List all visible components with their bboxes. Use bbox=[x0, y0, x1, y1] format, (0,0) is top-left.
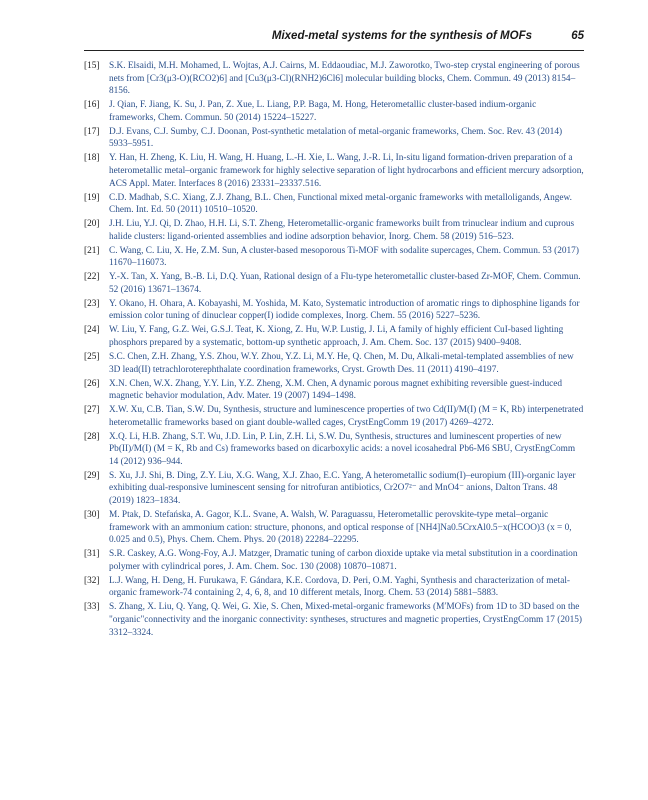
reference-link[interactable]: Y. Han, H. Zheng, K. Liu, H. Wang, H. Huang, L.-H. Xie, L. Wang, J.-R. Li, In-situ ligand formation-driven preparation of a heterometallic metal–organic framework for highly selective separation of light hydrocarbons and efficient mercury adsorption, ACS Appl. Mater. Interfaces 8 (2016) 23331–23337.516. bbox=[109, 153, 584, 189]
reference-link[interactable]: S.K. Elsaidi, M.H. Mohamed, L. Wojtas, A.J. Cairns, M. Eddaoudiac, M.J. Zaworotko, Two-step crystal engineering of porous nets from [Cr3(μ3-O)(RCO2)6] and [Cu3(μ3-Cl)(RNH2)6Cl6] molecular building blocks, Chem. Commun. 49 (2013) 8154–8156. bbox=[109, 61, 580, 97]
reference-item bbox=[84, 218, 584, 243]
reference-link[interactable]: S.R. Caskey, A.G. Wong-Foy, A.J. Matzger, Dramatic tuning of carbon dioxide uptake via metal substitution in a coordination polymer with cylindrical pores, J. Am. Chem. Soc. 130 (2008) 10870–10871. bbox=[109, 549, 578, 572]
reference-link[interactable]: X.Q. Li, H.B. Zhang, S.T. Wu, J.D. Lin, P. Lin, Z.H. Li, S.W. Du, Synthesis, structures and luminescent properties of new Pb(II)/M(I) (M = K, Rb and Cs) frameworks based on dicarboxylic acids: a novel icosahedral Pb6-M6 SBU, CrystEngComm 14 (2012) 936–944. bbox=[109, 431, 576, 467]
reference-number: [25] bbox=[84, 351, 100, 362]
reference-item bbox=[84, 575, 584, 600]
reference-number: [17] bbox=[84, 126, 100, 137]
reference-item bbox=[84, 60, 584, 98]
reference-item bbox=[84, 126, 584, 151]
reference-number: [16] bbox=[84, 100, 100, 111]
reference-number: [18] bbox=[84, 153, 100, 164]
reference-number: [22] bbox=[84, 272, 100, 283]
reference-link[interactable]: L.J. Wang, H. Deng, H. Furukawa, F. Gándara, K.E. Cordova, D. Peri, O.M. Yaghi, Synthesis and characterization of metal-organic framework-74 containing 2, 4, 6, 8, and 10 different metals, Inorg. Chem. 53 (2014) 5881–5883. bbox=[109, 575, 571, 599]
reference-item bbox=[84, 470, 584, 508]
reference-item bbox=[84, 509, 584, 547]
reference-link[interactable]: J. Qian, F. Jiang, K. Su, J. Pan, Z. Xue, L. Liang, P.P. Baga, M. Hong, Heterometallic cluster-based indium-organic frameworks, Chem. Commun. 50 (2014) 15224–15227. bbox=[109, 100, 537, 123]
reference-item bbox=[84, 601, 584, 639]
reference-link[interactable]: Y. Okano, H. Ohara, A. Kobayashi, M. Yoshida, M. Kato, Systematic introduction of aromatic rings to diphosphine ligands for emission color tuning of dinuclear copper(I) iodide complexes, Inorg. Chem. 55 (2016) 5227–5236. bbox=[109, 298, 580, 322]
reference-item bbox=[84, 298, 584, 323]
reference-item bbox=[84, 271, 584, 296]
header-rule bbox=[84, 50, 584, 51]
reference-link[interactable]: Y.-X. Tan, X. Yang, B.-B. Li, D.Q. Yuan, Rational design of a Flu-type heterometallic cluster-based Zr-MOF, Chem. Commun. 52 (2016) 13671–13674. bbox=[109, 272, 581, 295]
reference-number: [26] bbox=[84, 378, 100, 389]
reference-item bbox=[84, 378, 584, 403]
reference-link[interactable]: C. Wang, C. Liu, X. He, Z.M. Sun, A cluster-based mesoporous Ti-MOF with sodalite supercages, Chem. Commun. 53 (2017) 11670–116073. bbox=[109, 245, 579, 269]
reference-list bbox=[84, 60, 584, 641]
reference-link[interactable]: J.H. Liu, Y.J. Qi, D. Zhao, H.H. Li, S.T. Zheng, Heterometallic-organic frameworks built from trinuclear indium and cuprous halide clusters: ligand-oriented assemblies and iodine adsorption behavior, Inorg. Chem. 58 (2019) 516–523. bbox=[109, 219, 575, 242]
reference-link[interactable]: M. Ptak, D. Stefańska, A. Gagor, K.L. Svane, A. Walsh, W. Paraguassu, Heterometallic perovskite-type metal–organic framework with an ammonium cation: structure, phonons, and optical response of [NH4]Na0.5CrxAl0.5−x(HCOO)3 (x = 0, 0.025 and 0.5), Phys. Chem. Chem. Phys. 20 (2018) 22284–22295. bbox=[109, 510, 572, 546]
reference-number: [23] bbox=[84, 298, 100, 309]
reference-link[interactable]: X.W. Xu, C.B. Tian, S.W. Du, Synthesis, structure and luminescence properties of two Cd(II)/M(I) (M = K, Rb) interpenetrated heterometallic frameworks based on giant double-walled cages, CrystEngComm 19 (2017) 4269–4272. bbox=[109, 405, 584, 428]
reference-number: [28] bbox=[84, 431, 100, 442]
reference-item bbox=[84, 548, 584, 573]
reference-link[interactable]: D.J. Evans, C.J. Sumby, C.J. Doonan, Post-synthetic metalation of metal-organic frameworks, Chem. Soc. Rev. 43 (2014) 5933–5951. bbox=[109, 126, 563, 150]
reference-item bbox=[84, 192, 584, 217]
reference-link[interactable]: C.D. Madhab, S.C. Xiang, Z.J. Zhang, B.L. Chen, Functional mixed metal-organic frameworks with metalloligands, Angew. Chem. Int. Ed. 50 (2011) 10510–10520. bbox=[109, 192, 572, 216]
reference-number: [15] bbox=[84, 61, 100, 71]
reference-link[interactable]: S.C. Chen, Z.H. Zhang, Y.S. Zhou, W.Y. Zhou, Y.Z. Li, M.Y. He, Q. Chen, M. Du, Alkali-metal-templated assemblies of new 3D lead(II) tetrachloroterephthalate coordination frameworks, Cryst. Growth Des. 11 (2011) 4190–4197. bbox=[109, 351, 574, 375]
reference-number: [31] bbox=[84, 549, 100, 560]
reference-number: [27] bbox=[84, 405, 100, 416]
reference-item bbox=[84, 99, 584, 124]
reference-item bbox=[84, 245, 584, 270]
reference-link[interactable]: S. Zhang, X. Liu, Q. Yang, Q. Wei, G. Xie, S. Chen, Mixed-metal-organic frameworks (M′MOFs) from 1D to 3D based on the "organic"connectivity and the inorganic connectivity: syntheses, structures and magnetic properties, CrystEngComm 17 (2015) 3312–3324. bbox=[109, 602, 583, 638]
reference-number: [32] bbox=[84, 575, 100, 586]
reference-link[interactable]: S. Xu, J.J. Shi, B. Ding, Z.Y. Liu, X.G. Wang, X.J. Zhao, E.C. Yang, A heterometallic sodium(I)–europium (III)-organic layer exhibiting dual-responsive luminescent sensing for nitrofuran antibiotics, Cr2O7²⁻ and MnO4⁻ anions, Dalton Trans. 48 (2019) 1823–1834. bbox=[109, 470, 576, 507]
reference-number: [29] bbox=[84, 470, 100, 481]
running-header bbox=[84, 30, 584, 48]
reference-item bbox=[84, 431, 584, 469]
reference-number: [24] bbox=[84, 325, 100, 336]
page-number: 65 bbox=[571, 30, 584, 42]
reference-item bbox=[84, 152, 584, 190]
reference-link[interactable]: X.N. Chen, W.X. Zhang, Y.Y. Lin, Y.Z. Zheng, X.M. Chen, A dynamic porous magnet exhibiting reversible guest-induced magnetic behavior modulation, Adv. Mater. 19 (2007) 1494–1498. bbox=[109, 378, 562, 402]
reference-item bbox=[84, 351, 584, 376]
reference-number: [20] bbox=[84, 219, 100, 230]
reference-item bbox=[84, 324, 584, 349]
reference-link[interactable]: W. Liu, Y. Fang, G.Z. Wei, G.S.J. Teat, K. Xiong, Z. Hu, W.P. Lustig, J. Li, A family of highly efficient CuI-based lighting phosphors prepared by a systematic, bottom-up synthetic approach, J. Am. Chem. Soc. 137 (2015) 9400–9408. bbox=[109, 325, 564, 348]
running-title: Mixed-metal systems for the synthesis of MOFs bbox=[271, 30, 532, 42]
reference-number: [30] bbox=[84, 510, 100, 521]
reference-number: [19] bbox=[84, 192, 100, 203]
reference-item bbox=[84, 404, 584, 429]
reference-number: [21] bbox=[84, 245, 100, 256]
reference-number: [33] bbox=[84, 602, 100, 613]
